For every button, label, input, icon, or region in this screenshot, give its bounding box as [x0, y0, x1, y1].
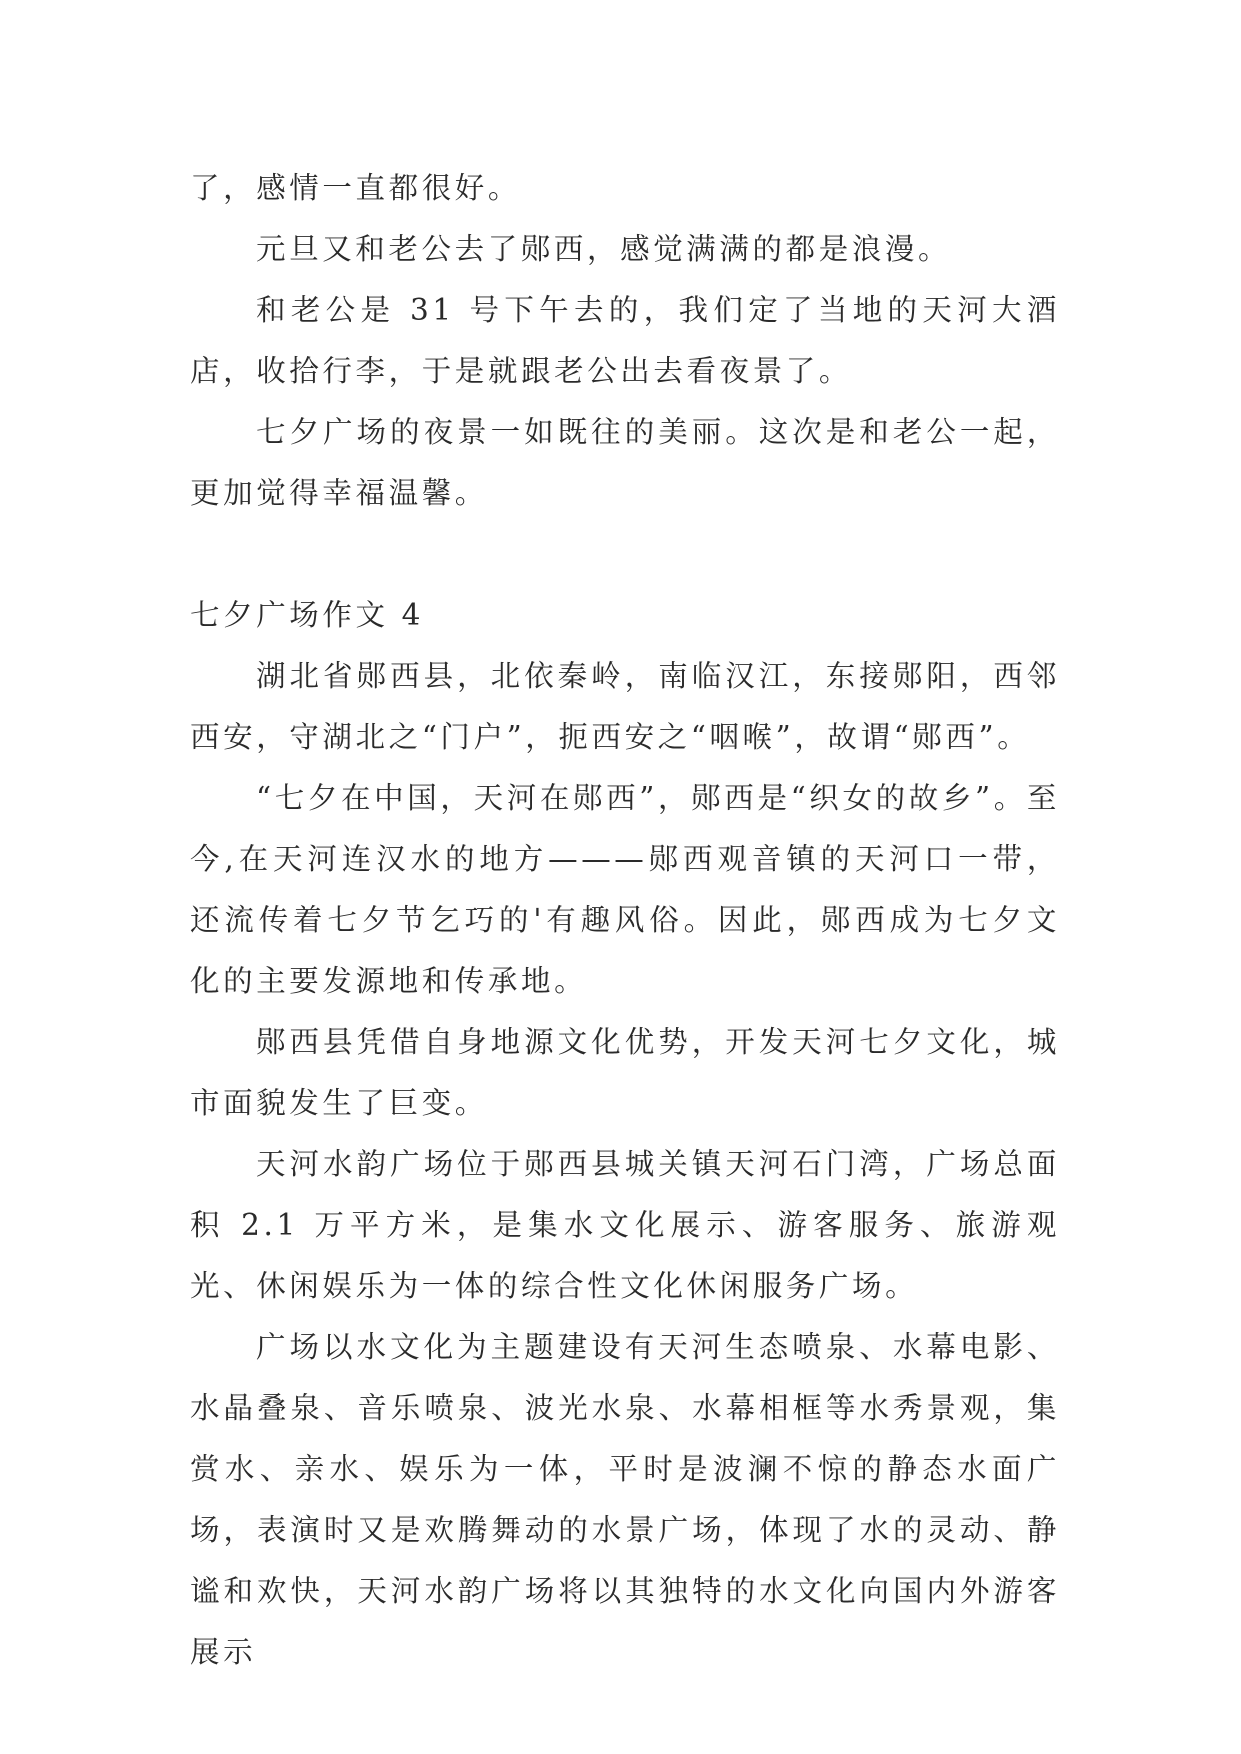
paragraph-3: 和老公是 31 号下午去的，我们定了当地的天河大酒店，收拾行李，于是就跟老公出去看夜景了。: [190, 293, 1060, 388]
paragraph-8: 天河水韵广场位于郧西县城关镇天河石门湾，广场总面积 2.1 万平方米，是集水文化展示、游客服务、旅游观光、休闲娱乐为一体的综合性文化休闲服务广场。: [190, 1147, 1060, 1303]
section-gap: [190, 524, 1060, 585]
section-heading: 七夕广场作文 4: [190, 598, 424, 632]
paragraph-1: 了，感情一直都很好。: [190, 171, 522, 205]
paragraph-2: 元旦又和老公去了郧西，感觉满满的都是浪漫。: [256, 232, 952, 266]
paragraph-6: “七夕在中国，天河在郧西”，郧西是“织女的故乡”。至今,在天河连汉水的地方———郧西观音镇的天河口一带，还流传着七夕节乞巧的'有趣风俗。因此，郧西成为七夕文化的主要发源地和传承地。: [190, 781, 1060, 998]
paragraph-9: 广场以水文化为主题建设有天河生态喷泉、水幕电影、水晶叠泉、音乐喷泉、波光水泉、水幕相框等水秀景观，集赏水、亲水、娱乐为一体，平时是波澜不惊的静态水面广场，表演时又是欢腾舞动的水景广场，体现了水的灵动、静谧和欢快，天河水韵广场将以其独特的水文化向国内外游客展示: [190, 1330, 1060, 1669]
paragraph-4: 七夕广场的夜景一如既往的美丽。这次是和老公一起，更加觉得幸福温馨。: [190, 415, 1060, 510]
paragraph-5: 湖北省郧西县，北依秦岭，南临汉江，东接郧阳，西邻西安，守湖北之“门户”，扼西安之“咽喉”，故谓“郧西”。: [190, 659, 1060, 754]
paragraph-7: 郧西县凭借自身地源文化优势，开发天河七夕文化，城市面貌发生了巨变。: [190, 1025, 1060, 1120]
document-page: [190, 158, 1060, 1683]
